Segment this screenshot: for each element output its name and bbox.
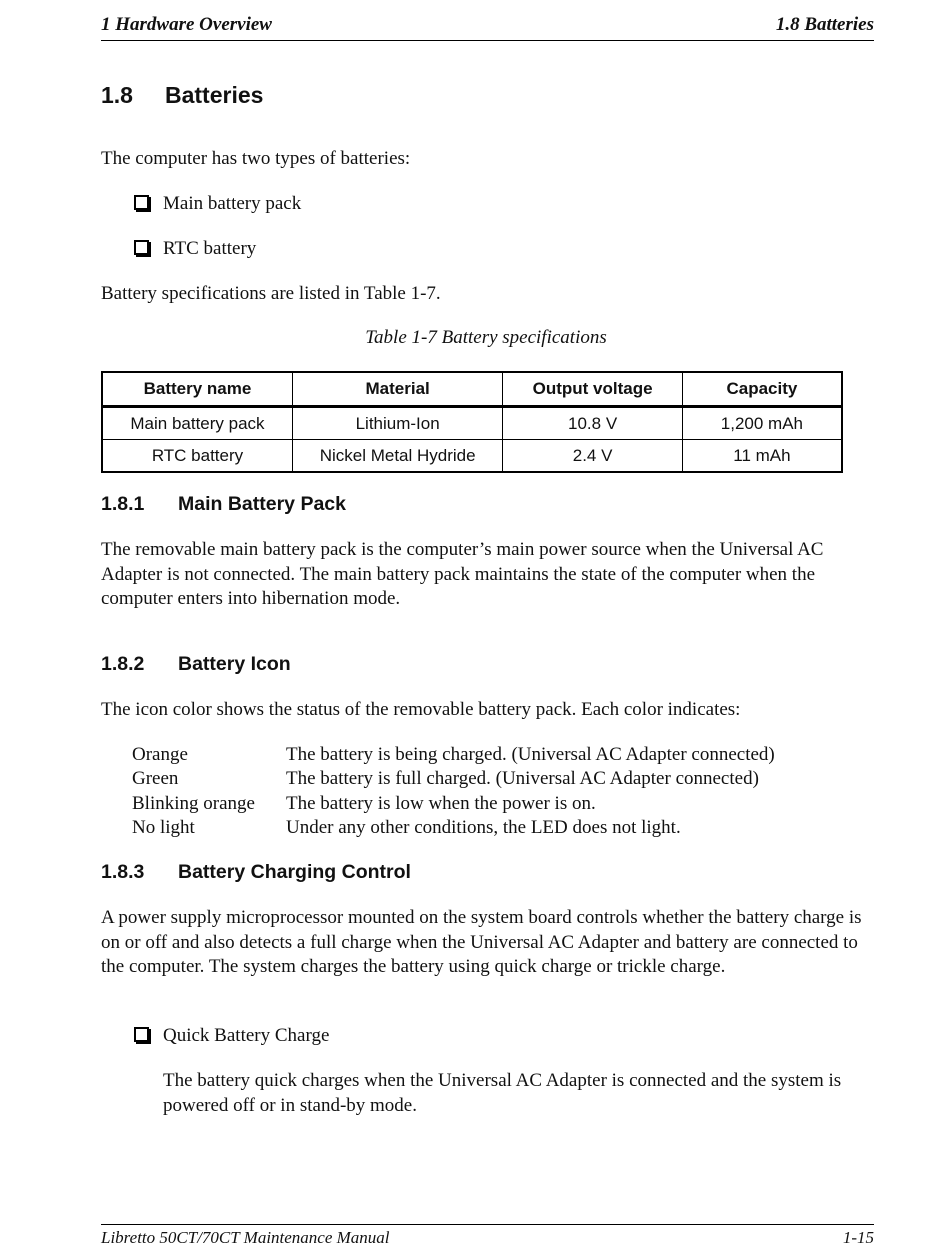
list-item (132, 816, 775, 840)
icon-color-list (132, 743, 775, 840)
table-header-cell: Capacity (682, 372, 842, 407)
table-row (102, 440, 842, 473)
subsection-number: 1.8.3 (101, 861, 145, 883)
bullet-item (134, 192, 301, 216)
table-row (102, 407, 842, 440)
subsection-number: 1.8.1 (101, 493, 145, 515)
table-header-cell: Battery name (102, 372, 292, 407)
page-footer (101, 1224, 874, 1247)
color-name: Blinking orange (132, 792, 255, 814)
subsection-number: 1.8.2 (101, 653, 145, 675)
table-cell: 11 mAh (682, 440, 842, 473)
list-item (132, 767, 775, 791)
subsection-title: Battery Icon (178, 653, 291, 675)
table-header-cell: Output voltage (503, 372, 683, 407)
charging-control-paragraph: A power supply microprocessor mounted on the system board controls whether the battery charge is on or off and also detects a full charge when the Universal AC Adapter and battery are connected to the computer. The system charges the battery using quick charge or trickle charge. (101, 907, 862, 977)
subsection-heading (101, 653, 291, 676)
table-cell: Main battery pack (102, 407, 292, 440)
section-title: Batteries (165, 82, 264, 108)
color-name: Green (132, 768, 179, 790)
page-number: 1-15 (842, 1228, 874, 1247)
table-cell: Nickel Metal Hydride (292, 440, 502, 473)
color-description: The battery is full charged. (Universal AC Adapter connected) (286, 768, 759, 790)
bullet-item (134, 237, 256, 261)
subsection-title: Main Battery Pack (178, 493, 346, 515)
table-cell: RTC battery (102, 440, 292, 473)
table-header-cell: Material (292, 372, 502, 407)
header-section: 1.8 Batteries (775, 14, 874, 35)
main-battery-paragraph: The removable main battery pack is the computer’s main power source when the Universal AC Adapter is not connected. The main battery pack maintains the state of the computer when the computer enters into hibernation mode. (101, 539, 824, 609)
subsection-title: Battery Charging Control (178, 861, 411, 883)
header-chapter: 1 Hardware Overview (101, 14, 272, 35)
table-caption: Table 1-7 Battery specifications (365, 327, 607, 348)
footer-title: Libretto 50CT/70CT Maintenance Manual (101, 1228, 390, 1247)
list-item (132, 743, 775, 767)
quick-charge-paragraph: The battery quick charges when the Universal AC Adapter is connected and the system is powered off or in stand-by mode. (163, 1070, 842, 1116)
checkbox-bullet-icon (134, 240, 149, 255)
table-cell: 1,200 mAh (682, 407, 842, 440)
section-heading (101, 82, 263, 109)
table-cell: 2.4 V (503, 440, 683, 473)
checkbox-bullet-icon (134, 195, 149, 210)
battery-icon-paragraph: The icon color shows the status of the removable battery pack. Each color indicates: (101, 699, 741, 720)
bullet-text: Main battery pack (163, 193, 302, 214)
bullet-text: Quick Battery Charge (163, 1025, 330, 1046)
battery-spec-table (101, 371, 843, 473)
color-name: Orange (132, 744, 188, 765)
list-item (132, 792, 775, 816)
color-description: The battery is low when the power is on. (286, 792, 596, 814)
color-description: The battery is being charged. (Universal AC Adapter connected) (286, 744, 775, 765)
bullet-item (134, 1024, 329, 1048)
spec-reference: Battery specifications are listed in Table 1-7. (101, 283, 441, 304)
bullet-text: RTC battery (163, 238, 257, 259)
table-header-row (102, 372, 842, 407)
color-name: No light (132, 816, 195, 838)
intro-paragraph: The computer has two types of batteries: (101, 148, 411, 169)
subsection-heading (101, 493, 346, 516)
running-header (101, 14, 874, 41)
color-description: Under any other conditions, the LED does not light. (286, 816, 681, 838)
table-cell: 10.8 V (503, 407, 683, 440)
subsection-heading (101, 861, 411, 884)
section-number: 1.8 (101, 82, 133, 108)
checkbox-bullet-icon (134, 1027, 149, 1042)
table-cell: Lithium-Ion (292, 407, 502, 440)
